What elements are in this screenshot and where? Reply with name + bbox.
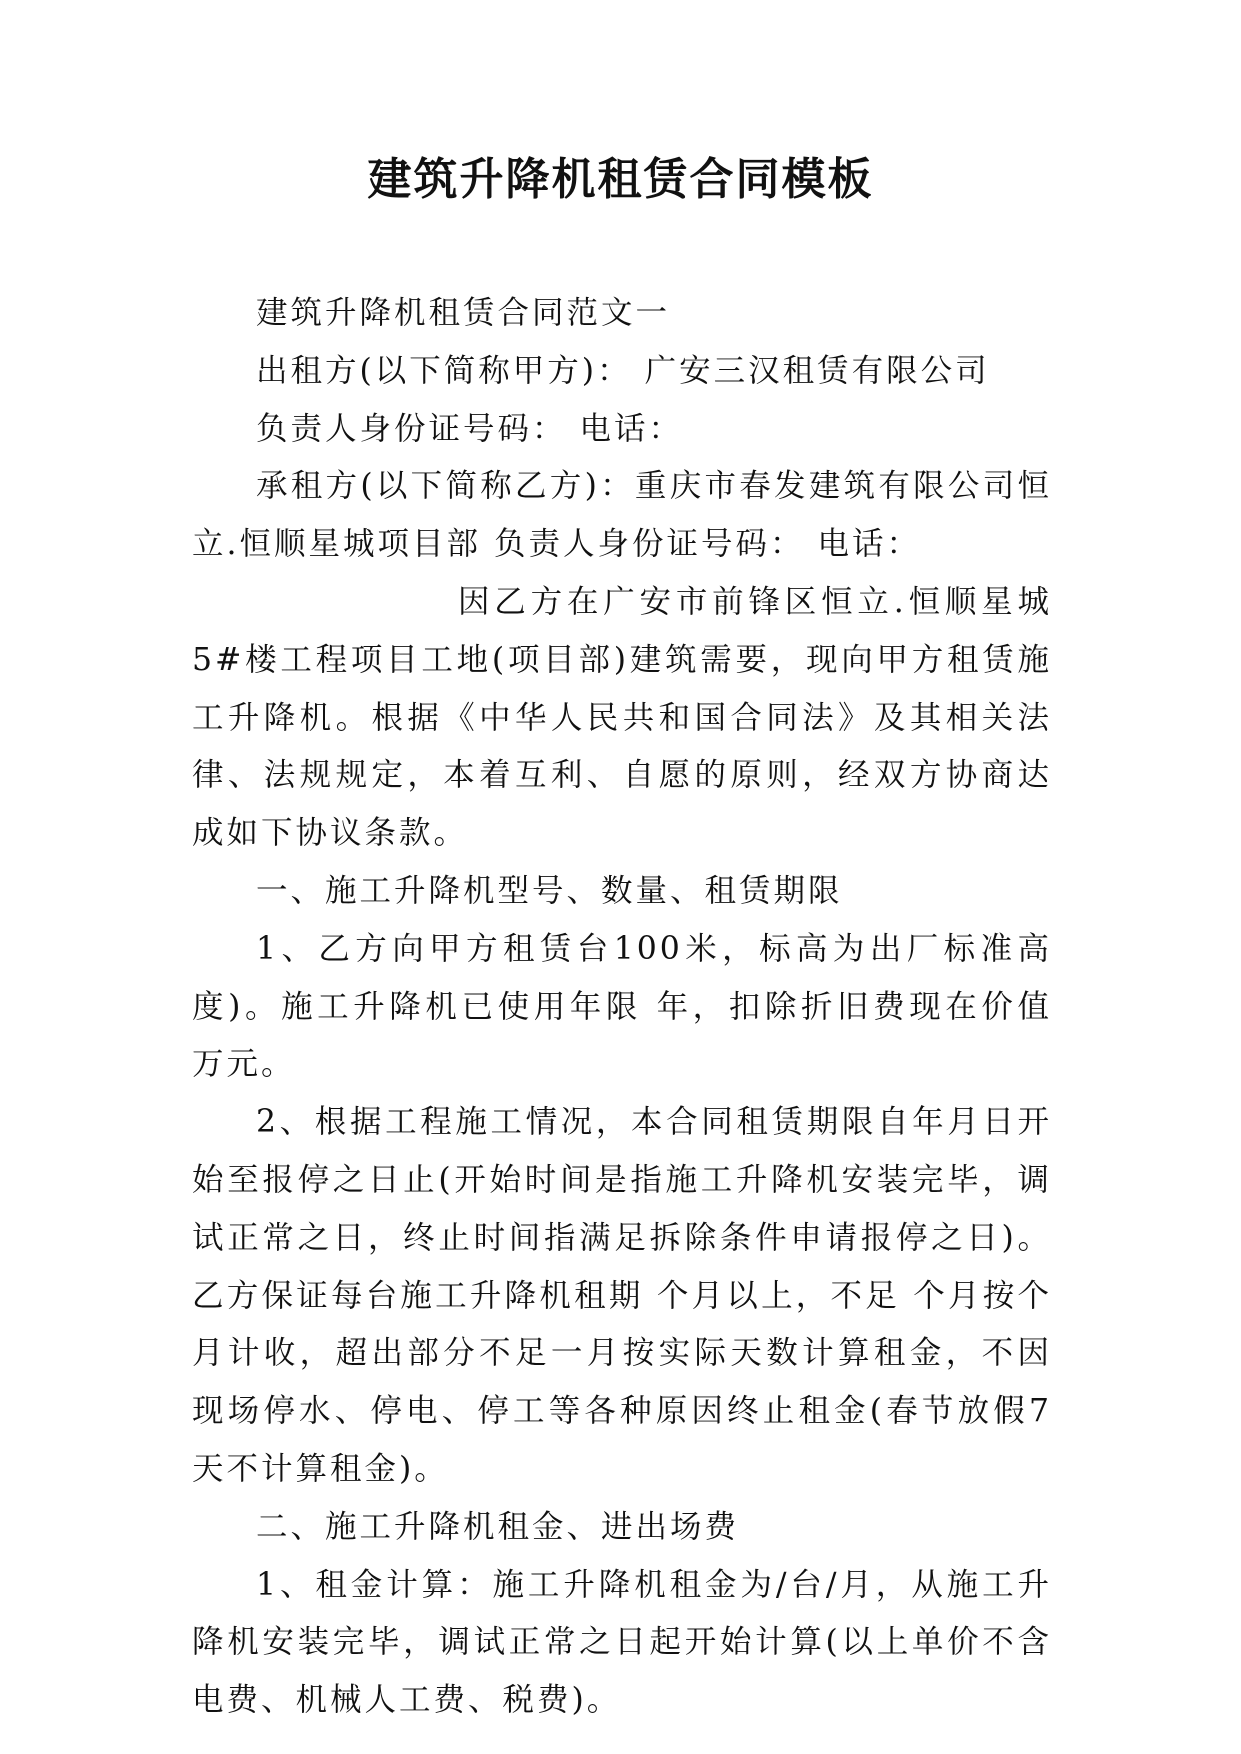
document-title: 建筑升降机租赁合同模板 <box>367 154 874 205</box>
paragraph-lessor: 出租方(以下简称甲方)： 广安三汉租赁有限公司 <box>256 352 990 389</box>
clause-2-1: 1、租金计算：施工升降机租金为/台/月，从施工升降机安装完毕，调试正常之日起开始计算(以上单价不含电费、机械人工费、税费)。 <box>192 1566 1052 1719</box>
clause-1-1: 1、乙方向甲方租赁台100米，标高为出厂标准高度)。施工升降机已使用年限 年，扣除折旧费现在价值 万元。 <box>192 930 1052 1083</box>
paragraph-lessor-contact: 负责人身份证号码： 电话： <box>256 410 684 447</box>
section-heading-rent-fees: 二、施工升降机租金、进出场费 <box>256 1508 740 1545</box>
clause-1-2: 2、根据工程施工情况，本合同租赁期限自年月日开始至报停之日止(开始时间是指施工升降机安装完毕，调试正常之日，终止时间指满足拆除条件申请报停之日)。乙方保证每台施工升降机租期 个月以上，不足 个月按个月计收，超出部分不足一月按实际天数计算租金，不因现场停水、停电、停工等各种原因终止租金(春节放假7天不计算租金)。 <box>192 1104 1052 1487</box>
paragraph-preamble: 因乙方在广安市前锋区恒立.恒顺星城5#楼工程项目工地(项目部)建筑需要，现向甲方租赁施工升降机。根据《中华人民共和国合同法》及其相关法律、法规规定，本着互利、自愿的原则，经双方协商达成如下协议条款。 <box>192 583 1052 852</box>
section-heading-model-quantity-term: 一、施工升降机型号、数量、租赁期限 <box>256 872 843 909</box>
paragraph-lessee: 承租方(以下简称乙方)：重庆市春发建筑有限公司恒立.恒顺星城项目部 负责人身份证号码： 电话： <box>192 468 1052 563</box>
paragraph-template-heading: 建筑升降机租赁合同范文一 <box>256 295 671 331</box>
document-body <box>192 285 1052 1730</box>
